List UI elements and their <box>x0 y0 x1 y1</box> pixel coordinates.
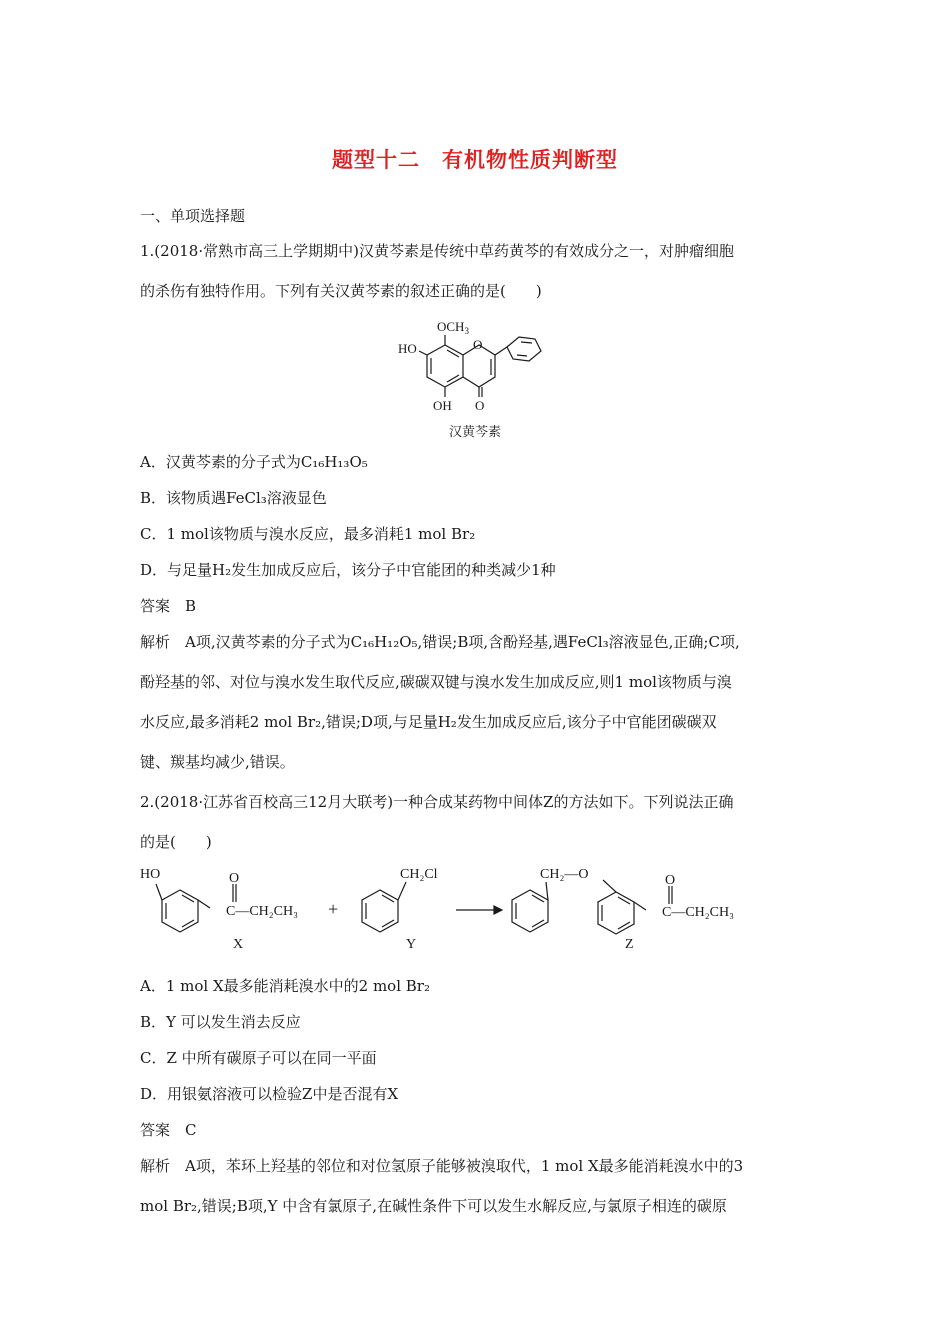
q2-stem-line1: 2.(2018·江苏省百校高三12月大联考)一种合成某药物中间体Z的方法如下。下列说法正确 <box>140 793 734 811</box>
q1-option-c: C．1 mol该物质与溴水反应，最多消耗1 mol Br₂ <box>140 525 476 543</box>
q1-analysis-line1: 解析 A项,汉黄芩素的分子式为C₁₆H₁₂O₅,错误;B项,含酚羟基,遇FeCl₃溶液显色,正确;C项, <box>140 633 740 651</box>
q2-answer: 答案 C <box>140 1121 197 1139</box>
q1-answer: 答案 B <box>140 597 197 615</box>
q2-reaction-scheme <box>138 860 818 956</box>
y-compound-label: Y <box>406 937 417 952</box>
q2-option-d: D．用银氨溶液可以检验Z中是否混有X <box>140 1085 399 1103</box>
q1-stem-line1: 1.(2018·常熟市高三上学期期中)汉黄芩素是传统中草药黄芩的有效成分之一，对肿瘤细胞 <box>140 242 734 260</box>
q2-analysis-line1: 解析 A项，苯环上羟基的邻位和对位氢原子能够被溴取代，1 mol X最多能消耗溴水中的3 <box>140 1157 744 1175</box>
z-compound-label: Z <box>625 937 634 952</box>
q1-structure-caption: 汉黄芩素 <box>448 425 501 440</box>
q2-stem-line2: 的是( ) <box>140 833 212 851</box>
z-carbonyl-o-label: O <box>665 873 676 888</box>
q2-option-c: C．Z 中所有碳原子可以在同一平面 <box>140 1049 377 1067</box>
plus-sign: + <box>328 899 339 919</box>
x-ho-label: HO <box>140 867 161 882</box>
q1-analysis-line4: 键、羰基均减少,错误。 <box>140 753 295 771</box>
x-carbonyl-o-label: O <box>229 871 240 886</box>
q1-structure-diagram <box>395 315 565 415</box>
och3-label: $OCH_3$ <box>437 319 469 336</box>
q1-option-b: B．该物质遇FeCl₃溶液显色 <box>140 489 327 507</box>
q2-analysis-line2: mol Br₂,错误;B项,Y 中含有氯原子,在碱性条件下可以发生水解反应,与氯原子相连的碳原 <box>140 1197 727 1215</box>
x-chain-label: C—CH₂CH₃ <box>226 904 298 919</box>
page-title: 题型十二 有机物性质判断型 <box>332 148 618 172</box>
q2-option-a: A．1 mol X最多能消耗溴水中的2 mol Br₂ <box>140 977 430 995</box>
z-chain-label: C—CH₂CH₃ <box>662 905 734 920</box>
keto-oxygen-label: O <box>475 398 485 413</box>
ho-label: HO <box>398 341 417 356</box>
ring-oxygen-label: O <box>473 337 483 352</box>
oh-label: OH <box>433 398 452 413</box>
x-compound-label: X <box>233 937 244 952</box>
q1-analysis-line3: 水反应,最多消耗2 mol Br₂,错误;D项,与足量H₂发生加成反应后,该分子中官能团碳碳双 <box>140 713 717 731</box>
q2-option-b: B．Y 可以发生消去反应 <box>140 1013 301 1031</box>
q1-analysis-line2: 酚羟基的邻、对位与溴水发生取代反应,碳碳双键与溴水发生加成反应,则1 mol该物质与溴 <box>140 673 732 691</box>
section-heading: 一、单项选择题 <box>140 207 246 225</box>
z-bridge-label: CH₂—O <box>540 867 589 882</box>
q1-option-d: D．与足量H₂发生加成反应后，该分子中官能团的种类减少1种 <box>140 561 556 579</box>
q1-stem-line2: 的杀伤有独特作用。下列有关汉黄芩素的叙述正确的是( ) <box>140 282 542 300</box>
q1-option-a: A．汉黄芩素的分子式为C₁₆H₁₃O₅ <box>140 453 368 471</box>
y-ch2cl-label: CH₂Cl <box>400 867 438 882</box>
